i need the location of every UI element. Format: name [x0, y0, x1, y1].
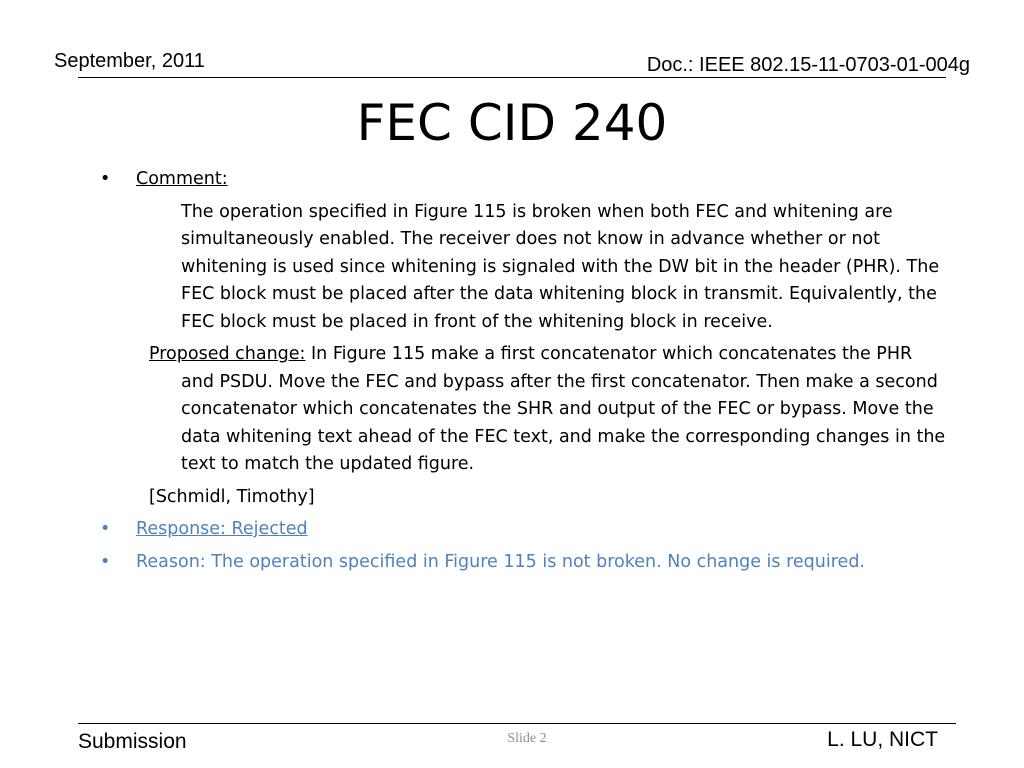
footer-submission: Submission	[78, 730, 187, 753]
bullet-dot-icon: •	[100, 169, 111, 189]
header-divider	[78, 77, 946, 78]
footer-divider	[78, 723, 956, 724]
bullet-comment	[96, 166, 946, 194]
comment-paragraph	[96, 199, 946, 337]
proposed-change-paragraph	[96, 341, 946, 479]
reason-text: Reason: The operation specified in Figure 115 is not broken. No change is required.	[136, 551, 865, 572]
header-date: September, 2011	[54, 50, 205, 72]
header-doc-id: Doc.: IEEE 802.15-11-0703-01-004g	[646, 54, 970, 76]
comment-label: Comment:	[136, 169, 228, 189]
footer-author: L. LU, NICT	[827, 728, 938, 751]
proposed-change-text: In Figure 115 make a first concatenator which concatenates the PHR and PSDU. Move the FEC and bypass after the first concatenator. Then make a second concatenator which concatenates the SHR and output of the FEC or bypass. Move the data whitening text ahead of the FEC text, and make the corresponding changes in the text to match the updated figure.	[181, 344, 946, 474]
response-text: Response: Rejected	[136, 519, 308, 539]
slide-number: Slide 2	[507, 731, 547, 746]
slide-body	[96, 166, 946, 576]
bullet-dot-icon: •	[100, 519, 111, 539]
bullet-response	[96, 516, 946, 544]
bullet-reason	[96, 549, 946, 577]
commenter-name: [Schmidl, Timothy]	[149, 486, 315, 507]
proposed-change-label: Proposed change:	[149, 344, 306, 364]
bullet-dot-icon: •	[100, 551, 111, 572]
slide-title: FEC CID 240	[356, 94, 668, 152]
comment-text-wrap	[181, 199, 946, 337]
comment-text: The operation specified in Figure 115 is broken when both FEC and whitening are simultaneously enabled. The receiver does not know in advance whether or not whitening is used since whitening is signaled with the DW bit in the header (PHR). The FEC block must be placed after the data whitening block in transmit. Equivalently, the FEC block must be placed in front of the whitening block in receive.	[181, 201, 940, 332]
proposed-change-wrap	[149, 341, 946, 479]
